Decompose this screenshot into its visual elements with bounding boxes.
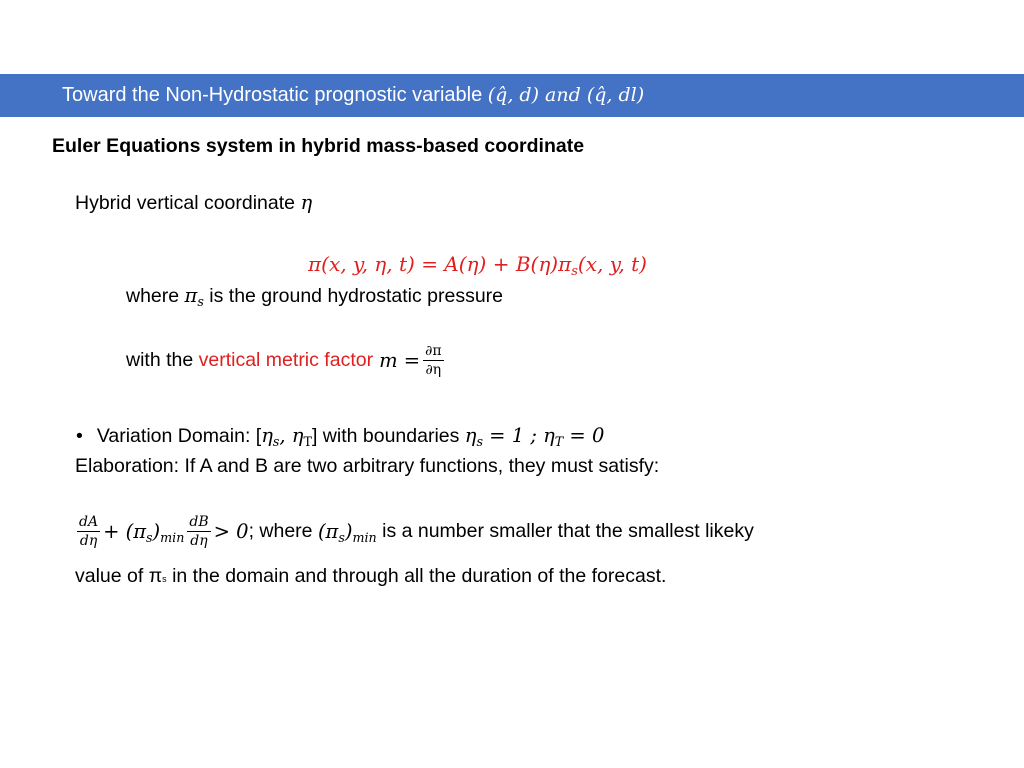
slide-title: Toward the Non-Hydrostatic prognostic variable (q̂, d) and (q̂, dl) xyxy=(62,84,645,106)
title-math-1: (q̂, d) xyxy=(487,84,539,106)
hybrid-coordinate-line: Hybrid vertical coordinate η xyxy=(75,191,313,214)
monotonicity-condition: $\frac{dA}{d\eta}$ + $(\pi_s)_{min}$ $\frac{dB}{d\eta}$ > 0 ; where $(\pi_s)_{min}$ is a number smaller that the smallest likeky xyxy=(79,514,754,549)
metric-fraction: $\frac{\partial\pi}{\partial\eta}$ xyxy=(425,343,442,378)
title-and: and xyxy=(539,84,587,106)
variation-domain-bullet: • Variation Domain: [$\eta_s$, $\eta_T$] with boundaries $\eta_s = 1$ ; $\eta_T = 0$ xyxy=(76,424,605,449)
dB-deta-fraction: $\frac{dB}{d\eta}$ xyxy=(189,514,209,549)
title-bar xyxy=(0,74,1024,117)
bullet: • xyxy=(76,425,83,447)
value-description: value of πs in the domain and through all the duration of the forecast. xyxy=(75,565,667,587)
section-heading: Euler Equations system in hybrid mass-based coordinate xyxy=(52,135,585,157)
metric-factor-label: vertical metric factor xyxy=(198,349,374,371)
dA-deta-fraction: $\frac{dA}{d\eta}$ xyxy=(79,514,99,549)
elaboration-text: Elaboration: If A and B are two arbitrary functions, they must satisfy: xyxy=(75,455,660,477)
metric-factor-line: with the vertical metric factor m = $\frac{\partial\pi}{\partial\eta}$ xyxy=(126,343,442,378)
title-math-2: (q̂, dl) xyxy=(586,84,645,106)
hybrid-pressure-equation: π(x, y, η, $t) = A(\eta) + B(\eta)\pi_s(x$, y, t) xyxy=(308,252,647,279)
ground-pressure-definition: where $\pi_s$ is the ground hydrostatic pressure xyxy=(126,284,504,309)
